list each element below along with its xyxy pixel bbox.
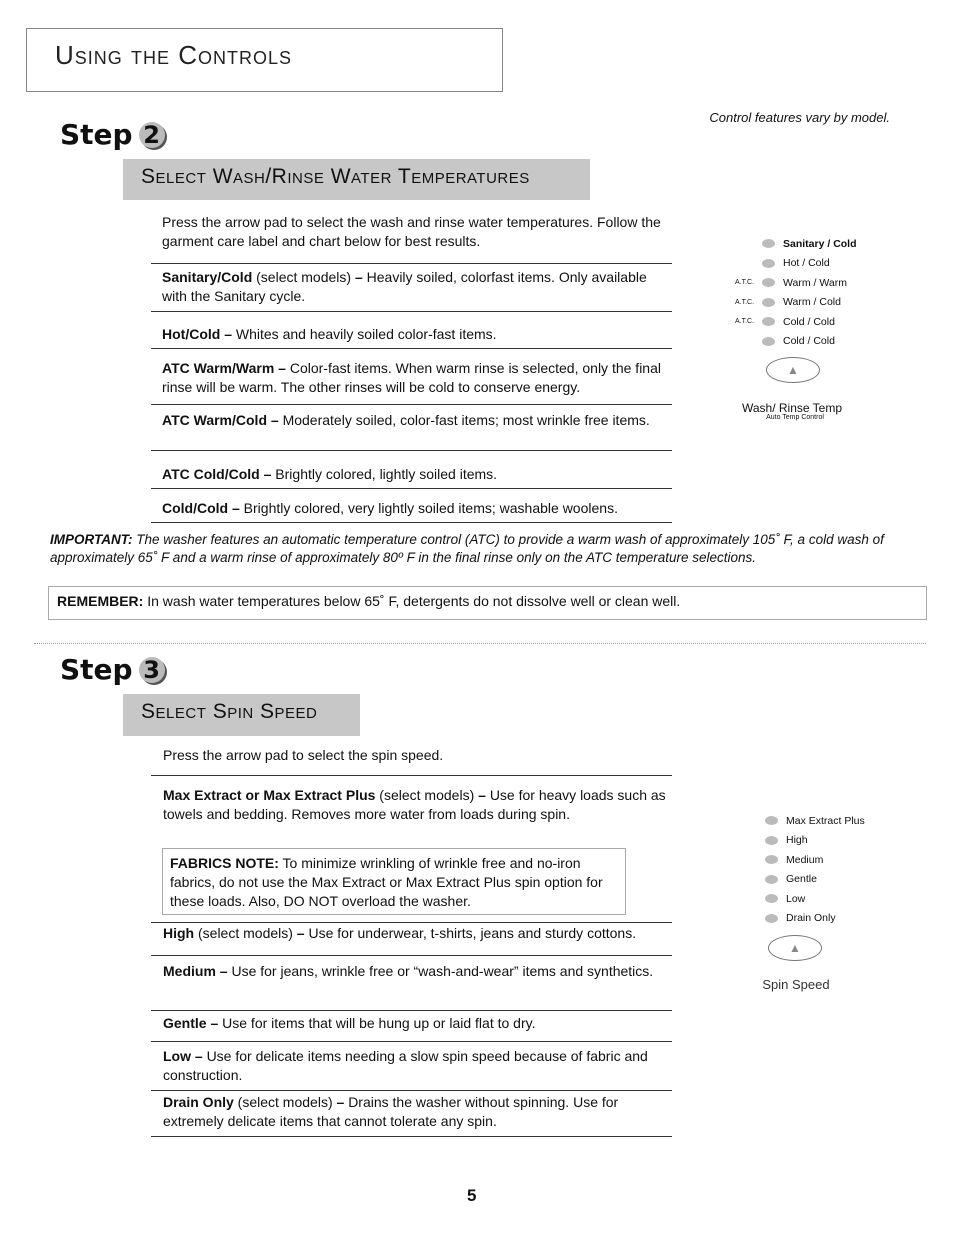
temp-item-hot-cold: Hot/Cold – Whites and heavily soiled color-fast items. [162, 326, 497, 342]
temp-option[interactable]: Sanitary / Cold [735, 234, 895, 254]
indicator-light-icon [765, 816, 778, 825]
remember-box: REMEMBER: In wash water temperatures below 65˚ F, detergents do not dissolve well or clean well. [48, 586, 927, 620]
indicator-light-icon [762, 337, 775, 346]
fabrics-note-box: FABRICS NOTE: To minimize wrinkling of wrinkle free and no-iron fabrics, do not use the Max Extract or Max Extract Plus spin option for these loads. Also, DO NOT overload the washer. [162, 848, 626, 915]
temp-option[interactable]: A.T.C. Cold / Cold [735, 315, 835, 328]
divider [151, 955, 672, 956]
page-title: Using the Controls [55, 40, 293, 70]
page-number: 5 [467, 1186, 477, 1205]
spin-item-max-extract: Max Extract or Max Extract Plus (select models) – Use for heavy loads such as towels and bedding. Removes more water from loads during spin. [163, 787, 666, 822]
model-note: Control features vary by model. [709, 110, 890, 125]
step-2-label: Step [60, 118, 133, 151]
indicator-light-icon [762, 298, 775, 307]
divider [151, 922, 672, 923]
indicator-light-icon [765, 875, 778, 884]
temp-option[interactable]: Cold / Cold [735, 332, 895, 352]
temp-item-atc-cold-cold: ATC Cold/Cold – Brightly colored, lightly soiled items. [162, 466, 498, 482]
section-bar-spin: Select Spin Speed [123, 694, 360, 736]
spin-option[interactable]: Low [765, 889, 905, 909]
step-2-intro: Press the arrow pad to select the wash and rinse water temperatures. Follow the garment care label and chart below for best results. [162, 214, 661, 249]
spin-option[interactable]: High [765, 831, 905, 851]
divider [151, 348, 672, 349]
indicator-light-icon [762, 239, 775, 248]
divider [151, 1041, 672, 1042]
spin-button-label: Spin Speed [762, 977, 830, 992]
divider [151, 450, 672, 451]
spin-arrow-button[interactable] [768, 935, 822, 961]
spin-item-gentle: Gentle – Use for items that will be hung up or laid flat to dry. [163, 1015, 536, 1031]
temp-option[interactable]: Hot / Cold [735, 254, 895, 274]
indicator-light-icon [765, 836, 778, 845]
temp-item-sanitary-cold: Sanitary/Cold (select models) – Heavily soiled, colorfast items. Only available with the Sanitary cycle. [162, 269, 647, 304]
step-3-number: 3 [139, 657, 165, 683]
spin-item-low: Low – Use for delicate items needing a slow spin speed because of fabric and construction. [163, 1048, 648, 1083]
section-bar-temperatures: Select Wash/Rinse Water Temperatures [123, 159, 590, 200]
step-3-intro: Press the arrow pad to select the spin speed. [163, 747, 444, 763]
spin-option[interactable]: Medium [765, 850, 905, 870]
temp-item-cold-cold: Cold/Cold – Brightly colored, very lightly soiled items; washable woolens. [162, 500, 618, 516]
arrow-up-icon: ▲ [787, 363, 799, 377]
temp-option[interactable]: A.T.C. Warm / Warm [735, 276, 847, 289]
step-2-heading [60, 118, 165, 151]
step-3-heading [60, 653, 165, 686]
spin-item-high: High (select models) – Use for underwear, t-shirts, jeans and sturdy cottons. [163, 925, 637, 941]
divider [151, 263, 672, 264]
spin-option[interactable]: Gentle [765, 870, 905, 890]
indicator-light-icon [765, 894, 778, 903]
spin-option[interactable]: Drain Only [765, 909, 905, 929]
indicator-light-icon [762, 278, 775, 287]
temp-button-label: Wash/ Rinse Temp [741, 401, 843, 415]
spin-item-medium: Medium – Use for jeans, wrinkle free or “wash-and-wear” items and synthetics. [163, 963, 654, 979]
temp-item-atc-warm-cold: ATC Warm/Cold – Moderately soiled, color-fast items; most wrinkle free items. [162, 412, 650, 428]
indicator-light-icon [762, 259, 775, 268]
temp-button-sublabel: Auto Temp Control [766, 414, 824, 421]
temp-control-panel [735, 234, 895, 351]
important-note: IMPORTANT: The washer features an automatic temperature control (ATC) to provide a warm wash of approximately 105˚ F, a cold wash of approximately 65˚ F and a warm rinse of approximately 80º F in the final rinse only on the ATC temperature selections. [50, 532, 884, 565]
spin-option[interactable]: Max Extract Plus [765, 811, 905, 831]
divider [151, 1136, 672, 1137]
divider [151, 1090, 672, 1091]
divider [151, 522, 672, 523]
temp-item-atc-warm-warm: ATC Warm/Warm – Color-fast items. When warm rinse is selected, only the final rinse will be warm. The other rinses will be cold to conserve energy. [162, 360, 661, 395]
divider [151, 775, 672, 776]
step-2-number: 2 [139, 122, 165, 148]
indicator-light-icon [765, 914, 778, 923]
spin-control-panel [765, 811, 905, 928]
spin-item-drain-only: Drain Only (select models) – Drains the washer without spinning. Use for extremely delicate items that cannot tolerate any spin. [163, 1094, 619, 1129]
temp-option[interactable]: A.T.C. Warm / Cold [735, 296, 841, 309]
arrow-up-icon: ▲ [789, 941, 801, 955]
divider [151, 1010, 672, 1011]
divider [151, 488, 672, 489]
temp-arrow-button[interactable] [766, 357, 820, 383]
section-separator [34, 643, 926, 644]
indicator-light-icon [762, 317, 775, 326]
indicator-light-icon [765, 855, 778, 864]
step-3-label: Step [60, 653, 133, 686]
divider [151, 311, 672, 312]
divider [151, 404, 672, 405]
